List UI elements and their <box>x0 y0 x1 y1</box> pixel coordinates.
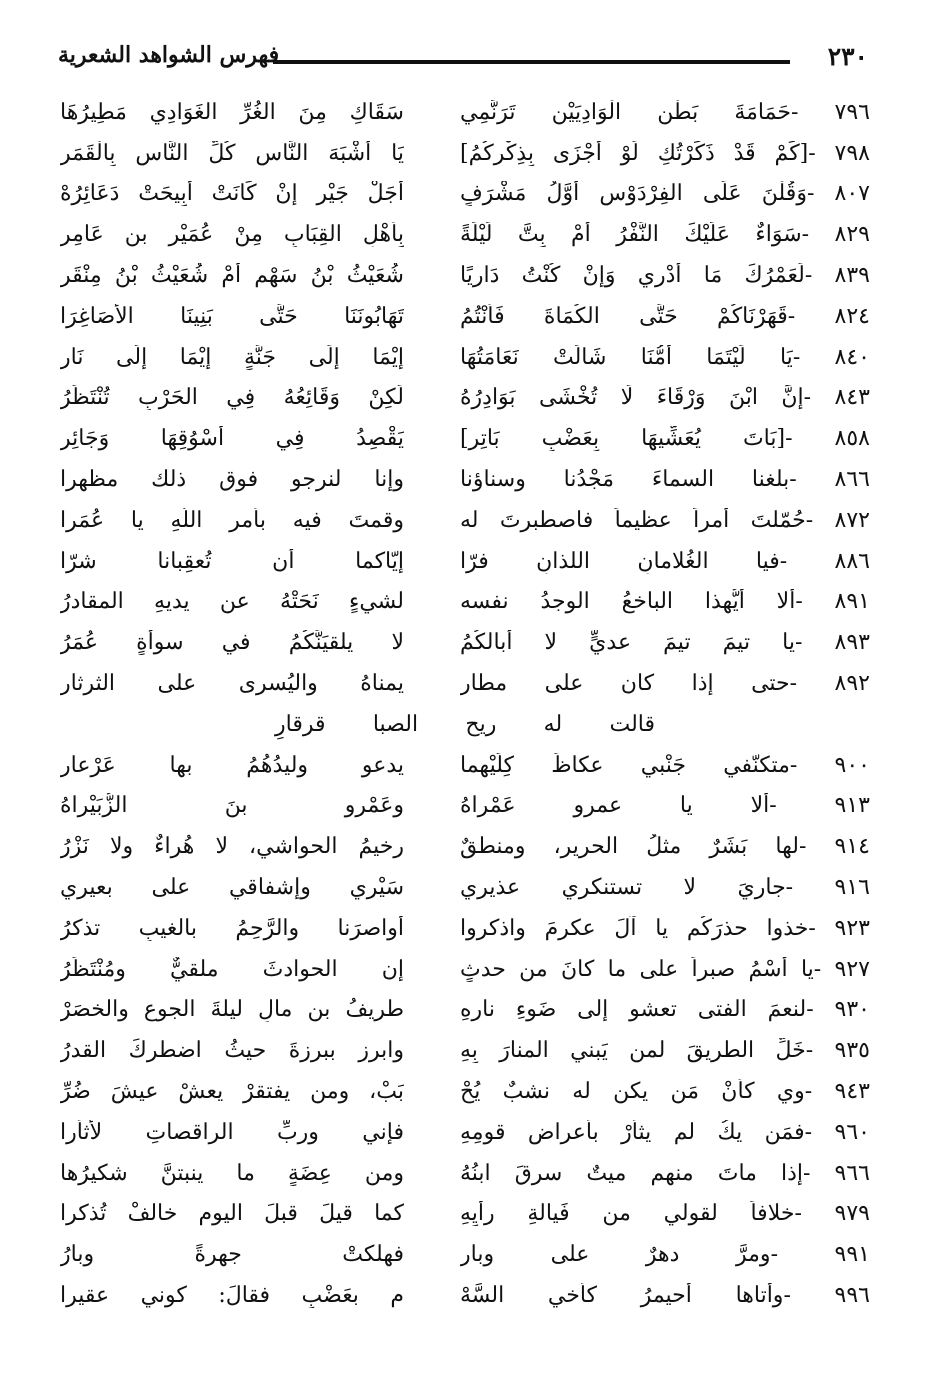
second-hemistich: طريفُ بن مالٍ ليلةَ الجوعِ والخصَرْ <box>60 997 404 1023</box>
first-hemistich <box>460 100 870 125</box>
first-hemistich-text: وَقُلْنَ عَلَى الفِرْدَوْسِ أَوَّلُ مَشْرَفٍ <box>460 181 807 207</box>
second-hemistich: لشيءٍ نَحَتْهُ عن يديهِ المقادرُ <box>60 589 404 615</box>
dash-separator: - <box>779 548 835 574</box>
first-hemistich-text: حتى إذا كان على مطارِ <box>460 671 790 697</box>
second-hemistich: وعَمْرو بنَ الزُّبَيْراهُ <box>60 793 404 819</box>
dash-separator: - <box>789 752 835 778</box>
second-hemistich: وابرز ببرزةَ حيثُ اضطركَ القدرُ <box>60 1038 404 1064</box>
first-hemistich <box>460 875 870 900</box>
dash-separator: - <box>804 1119 835 1145</box>
first-hemistich <box>460 222 870 247</box>
dash-separator: - <box>813 956 835 982</box>
page-number: ٢٣٠ <box>827 42 868 71</box>
dash-separator: - <box>808 915 835 941</box>
second-hemistich: ومن عِضَةٍ ما ينبتنَّ شكيرُها <box>60 1160 404 1186</box>
verse-row <box>60 133 870 174</box>
verse-row <box>60 867 870 908</box>
first-hemistich-text: حَمَامَةَ بَطْنِ الْوَادِيَيْنِ تَرَنَّمِي <box>460 99 791 125</box>
first-hemistich <box>460 630 870 655</box>
first-hemistich-text: سَوَاءٌ عَلَيْكَ النَّفْرُ أَمْ بِتَّ لَيْلَةً <box>460 222 802 248</box>
first-hemistich-text: فيا الغُلامانِ اللذانِ فرّا <box>460 548 780 574</box>
verse-row <box>60 1194 870 1235</box>
page-header <box>58 38 868 82</box>
second-hemistich: لا يلقيَنَّكُمُ في سوأةٍ عُمَرُ <box>60 630 404 656</box>
first-hemistich-text: يَا لَيْتَمَا أُمُّنَا شَالَتْ نَعَامَتُهَا <box>460 344 793 370</box>
dash-separator: - <box>769 793 835 819</box>
second-hemistich: يَا أَشْبَهَ النَّاسِ كُلِّ النَّاسِ بِالْقَمَرِ <box>60 140 404 166</box>
first-hemistich <box>460 426 870 451</box>
first-hemistich <box>460 589 870 614</box>
first-hemistich-text: إذا ماتَ منهم ميتٌ سرقَ ابنُهُ <box>460 1160 804 1186</box>
verse-number: ٩٧٩ <box>834 1201 870 1227</box>
first-hemistich <box>460 957 870 982</box>
second-hemistich: لَكِنْ وَقَائِعُهُ فِي الحَرْبِ تُنْتَظَرُ <box>60 385 404 411</box>
verse-index <box>60 92 870 1316</box>
dash-separator: - <box>808 140 835 166</box>
verse-number: ٨٠٧ <box>834 181 870 207</box>
verse-number: ٩٩٦ <box>834 1283 870 1308</box>
verse-row <box>60 255 870 296</box>
first-hemistich <box>460 1283 870 1308</box>
verse-number: ٩٩١ <box>834 1242 870 1268</box>
dash-separator: - <box>804 263 835 289</box>
dash-separator: - <box>789 671 835 697</box>
header-rule <box>273 60 790 64</box>
first-hemistich-text: ألا يا عمرو عَمْراهُ <box>460 793 770 819</box>
verse-row <box>60 990 870 1031</box>
verse-number: ٩٠٠ <box>834 752 870 778</box>
first-hemistich-text: جاريَ لا تستنكري عذيري <box>460 875 786 901</box>
first-hemistich <box>460 753 870 778</box>
verse-row <box>60 622 870 663</box>
dash-separator: - <box>806 181 835 207</box>
dash-separator: - <box>806 997 835 1023</box>
first-hemistich <box>460 141 870 166</box>
second-hemistich: إن الحوادثَ ملقيٌّ ومُنْتَظَرُ <box>60 956 404 982</box>
dash-separator: - <box>795 589 835 615</box>
verse-number: ٩٣٠ <box>834 997 870 1023</box>
verse-number: ٨٢٤ <box>834 303 870 329</box>
verse-row <box>60 949 870 990</box>
second-hemistich: تَهَابُونَنَا حَتَّى بَنِينَا الأَصَاغِرَا <box>60 303 404 329</box>
second-hemistich: أواصرَنا والرَّحِمُ بالغيبِ تذكرُ <box>60 915 404 941</box>
verse-number: ٨٩٢ <box>834 671 870 697</box>
verse-row <box>60 745 870 786</box>
verse-row <box>60 908 870 949</box>
first-hemistich-text: خلافاً لقولي من فَيالةِ رأيِهِ <box>460 1201 795 1227</box>
verse-row <box>60 1153 870 1194</box>
verse-number: ٧٩٦ <box>834 99 870 125</box>
verse-number: ٨٨٦ <box>834 548 870 574</box>
dash-separator: - <box>803 385 835 411</box>
first-hemistich <box>460 385 870 410</box>
first-hemistich-text: وي كأنْ مَن يكن له نشبٌ يُحْ <box>460 1079 805 1105</box>
verse-row <box>60 418 870 459</box>
second-hemistich: مِ بعَضْبٍ فقالَ: كوني عقيرا <box>60 1283 404 1308</box>
verse-number: ٨٥٨ <box>834 426 870 452</box>
first-hemistich-text: قَهَرْنَاكُمْ حَتَّى الكُمَاةَ فَأَنْتُمُ <box>460 303 788 329</box>
second-hemistich: يمناهُ واليُسرى على الثرثارِ <box>60 671 404 697</box>
dash-separator: - <box>790 99 835 125</box>
dash-separator: - <box>803 1160 835 1186</box>
dash-separator: - <box>795 630 835 656</box>
first-hemistich-text: ألا أيُّهذا الباخعُ الوجدُ نفسه <box>460 589 796 615</box>
verse-row <box>60 1071 870 1112</box>
second-hemistich: وقمتَ فيه بأمرِ اللَّهِ يا عُمَرا <box>60 507 404 533</box>
dash-separator: - <box>805 507 835 533</box>
first-hemistich-text: [بَاتَ يُعَشِّيهَا بِعَضْبٍ بَاتِرِ] <box>460 426 786 452</box>
second-hemistich: فإني وربِّ الراقصاتِ لأثأرا <box>60 1119 404 1145</box>
first-hemistich <box>460 793 870 818</box>
verse-number: ٩٦٠ <box>834 1119 870 1145</box>
second-hemistich: أَجَلْ جَيْرِ إنْ كَانَتْ أُبِيحَتْ دَعَائِرُهْ <box>60 181 404 207</box>
verse-number: ٩٣٥ <box>834 1038 870 1064</box>
second-hemistich: شُعَيْثُ بْنُ سَهْمٍ أَمْ شُعَيْثُ بْنُ مِنْقَرِ <box>60 263 404 289</box>
verse-number: ٨٩٣ <box>834 630 870 656</box>
first-hemistich-text: حُمّلتَ أمراً عظيماً فاصطبرتَ له <box>460 507 806 533</box>
first-hemistich-text: خذوا حذرَكُم يا آلَ عكرمَ واذكروا <box>460 915 809 941</box>
first-hemistich-text: متكنّفي جَنْبي عكاظَ كِلَيْهِما <box>460 752 790 778</box>
running-title: فهرس الشواهد الشعرية <box>58 42 280 68</box>
verse-row <box>60 296 870 337</box>
verse-number: ٩٦٦ <box>834 1160 870 1186</box>
second-hemistich: إيْمَا إلَى جَنَّةٍ إيْمَا إلَى نَارِ <box>60 344 404 370</box>
first-hemistich-text: إنَّ ابْنَ وَرْقَاءَ لَا تُخْشَى بَوَادِرُهُ <box>460 385 804 411</box>
first-hemistich <box>460 467 870 492</box>
first-hemistich <box>460 1120 870 1145</box>
verse-number: ٨٤٣ <box>834 385 870 411</box>
first-hemistich <box>460 1079 870 1104</box>
first-hemistich <box>460 997 870 1022</box>
centered-verse-row <box>60 704 870 745</box>
first-hemistich <box>460 1242 870 1267</box>
second-hemistich: كما قيلَ قبلَ اليومِ خالفْ تُذكرا <box>60 1201 404 1227</box>
first-hemistich <box>460 345 870 370</box>
second-hemistich: رخيمُ الحواشي، لا هُراءٌ ولا نَزْرُ <box>60 834 404 860</box>
verse-number: ٨٩١ <box>834 589 870 615</box>
first-hemistich <box>460 508 870 533</box>
first-hemistich-text: يا أسْمُ صبراً على ما كانَ من حدثٍ <box>460 956 814 982</box>
verse-number: ٨٢٩ <box>834 222 870 248</box>
verse-row <box>60 582 870 623</box>
dash-separator: - <box>805 1038 835 1064</box>
verse-number: ٨٣٩ <box>834 263 870 289</box>
dash-separator: - <box>792 344 835 370</box>
first-hemistich <box>460 834 870 859</box>
verse-row <box>60 174 870 215</box>
first-hemistich-text: خَلِّ الطريقَ لمن يَبني المنارَ بِهِ <box>460 1038 806 1064</box>
verse-row <box>60 786 870 827</box>
dash-separator: - <box>785 875 835 901</box>
dash-separator: - <box>801 222 835 248</box>
first-hemistich <box>460 916 870 941</box>
first-hemistich-text: فمَن يكُ لم يثأرْ بأعراضِ قومِهِ <box>460 1119 805 1145</box>
second-hemistich: سَيْري وإشفاقي على بعيري <box>60 875 404 901</box>
verse-row <box>60 337 870 378</box>
verse-row <box>60 1030 870 1071</box>
verse-row <box>60 663 870 704</box>
second-hemistich: يدعو وليدُهُمُ بها عَرْعارِ <box>60 752 404 778</box>
centered-hemistich: قالت له ريح الصبا قرقارِ <box>275 711 655 737</box>
verse-number: ٩٢٣ <box>834 915 870 941</box>
verse-number: ٧٩٨ <box>834 140 870 166</box>
verse-number: ٩٤٣ <box>834 1079 870 1105</box>
first-hemistich-text: بلغنا السماءَ مَجْدُنا وسناؤنا <box>460 467 790 493</box>
first-hemistich-text: [كَمْ قَدْ ذَكَرْتُكِ لَوْ أُجْزَى بِذِكْرِكُمُ] <box>460 140 809 166</box>
first-hemistich-text: ومرَّ دهرٌ على وبارِ <box>460 1242 771 1268</box>
dash-separator: - <box>804 1079 835 1105</box>
second-hemistich: بِأَهْلِ القِبَابِ مِنْ عُمَيْرِ بنِ عَامِرِ <box>60 222 404 248</box>
verse-number: ٨٧٢ <box>834 507 870 533</box>
first-hemistich <box>460 1161 870 1186</box>
first-hemistich <box>460 304 870 329</box>
dash-separator: - <box>789 467 835 493</box>
verse-row <box>60 541 870 582</box>
second-hemistich: يَقْصِدُ فِي أَسْوُقِهَا وَجَائِرِ <box>60 426 404 452</box>
verse-number: ٩١٣ <box>834 793 870 819</box>
first-hemistich <box>460 263 870 288</box>
second-hemistich: وإنا لنرجو فوق ذلك مظهرا <box>60 467 404 493</box>
verse-row <box>60 1234 870 1275</box>
first-hemistich-text: لها بَشَرٌ مثلُ الحريرِ، ومنطقٌ <box>460 834 799 860</box>
verse-row <box>60 378 870 419</box>
dash-separator: - <box>770 1242 835 1268</box>
second-hemistich: فهلكتْ جهرةً وبارُ <box>60 1242 404 1268</box>
verse-number: ٩٢٧ <box>834 956 870 982</box>
verse-row <box>60 1275 870 1316</box>
verse-row <box>60 826 870 867</box>
first-hemistich <box>460 671 870 696</box>
dash-separator: - <box>798 834 835 860</box>
first-hemistich <box>460 181 870 206</box>
first-hemistich <box>460 1201 870 1226</box>
first-hemistich-text: وأتاها أحيمرُ كأخي السَّهْ <box>460 1283 784 1308</box>
verse-number: ٨٤٠ <box>834 344 870 370</box>
verse-row <box>60 1112 870 1153</box>
second-hemistich: بَبْ، ومن يفتقرْ يعشْ عيشَ ضُرِّ <box>60 1079 404 1105</box>
second-hemistich: سَقَاكِ مِنَ الغُرِّ الغَوَادِي مَطِيرُهَا <box>60 99 404 125</box>
dash-separator: - <box>785 426 835 452</box>
verse-row <box>60 92 870 133</box>
first-hemistich-text: لَعَمْرُكَ مَا أَدْرِي وَإنْ كُنْتُ دَارِيًا <box>460 263 805 289</box>
dash-separator: - <box>783 1283 835 1308</box>
dash-separator: - <box>787 303 835 329</box>
verse-row <box>60 500 870 541</box>
first-hemistich <box>460 549 870 574</box>
verse-row <box>60 459 870 500</box>
second-hemistich: إيّاكما أن تُعقِبانا شرّا <box>60 548 404 574</box>
first-hemistich-text: يا تيمَ تيمَ عديٍّ لا أبالكُمُ <box>460 630 795 656</box>
dash-separator: - <box>794 1201 835 1227</box>
verse-number: ٩١٦ <box>834 875 870 901</box>
verse-number: ٨٦٦ <box>834 467 870 493</box>
verse-number: ٩١٤ <box>834 834 870 860</box>
first-hemistich <box>460 1038 870 1063</box>
verse-row <box>60 214 870 255</box>
first-hemistich-text: لنعمَ الفتى تعشو إلى ضَوءِ نارِهِ <box>460 997 807 1023</box>
